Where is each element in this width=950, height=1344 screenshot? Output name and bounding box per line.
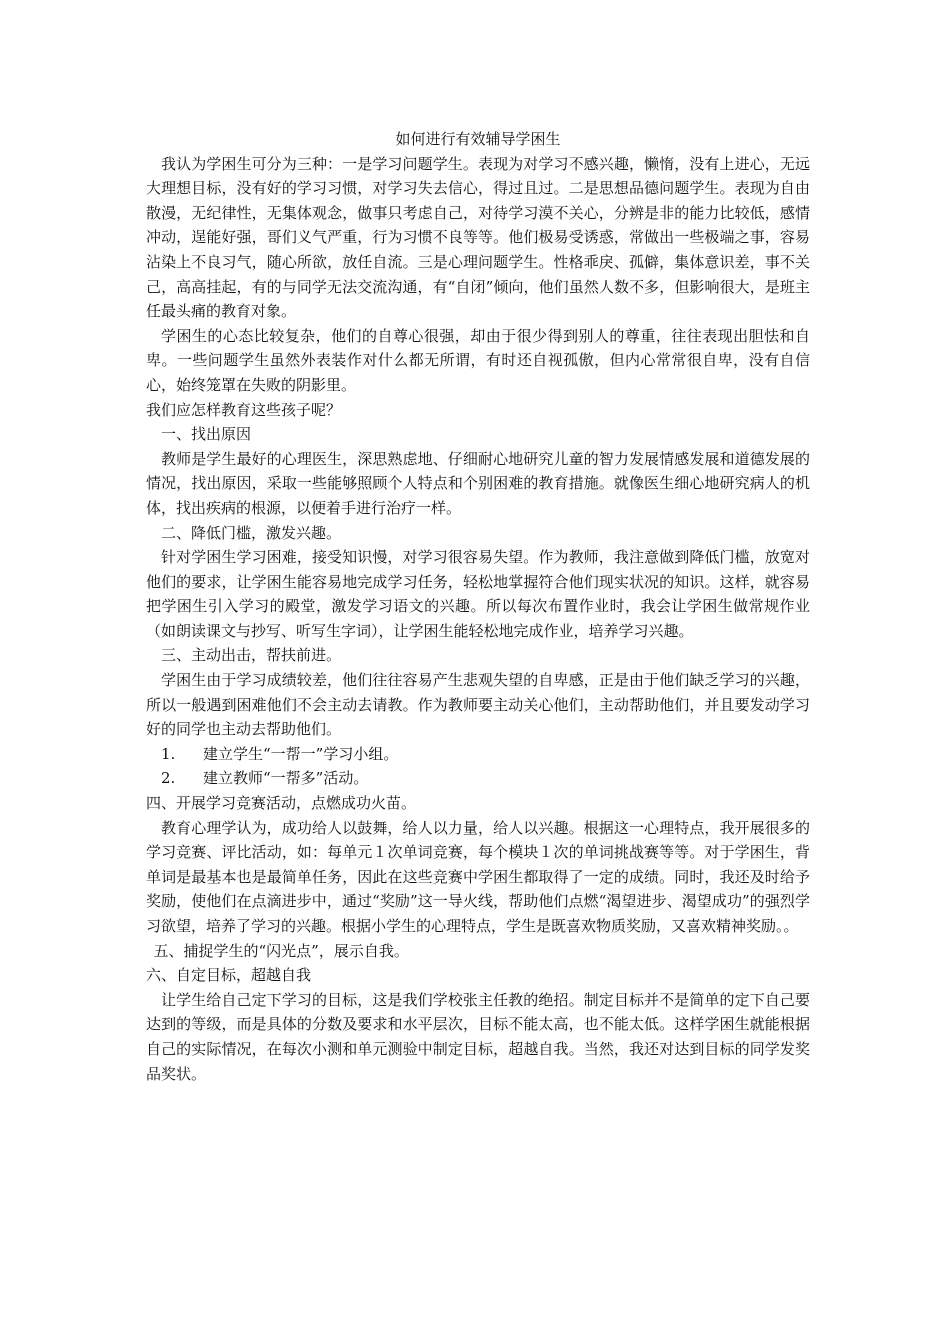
list-number: 2.: [161, 769, 176, 788]
paragraph-intro: 我认为学困生可分为三种：一是学习问题学生。表现为对学习不感兴趣，懒惰，没有上进心，无远大理想目标，没有好的学习习惯，对学习失去信心，得过且过。二是思想品德问题学生。表现为自由散漫，无纪律性，无集体观念，做事只考虑自己，对待学习漠不关心，分辨是非的能力比较低，感情冲动，逞能好强，哥们义气严重，行为习惯不良等等。他们极易受诱惑，常做出一些极端之事，容易沾染上不良习气，随心所欲，放任自流。三是心理问题学生。性格乖戾、孤僻，集体意识差，事不关己，高高挂起，有的与同学无法交流沟通，有“自闭”倾向，他们虽然人数不多，但影响很大，是班主任最头痛的教育对象。: [146, 154, 810, 321]
list-number: 1.: [161, 744, 176, 763]
heading-find-causes: 一、找出原因: [161, 425, 252, 444]
paragraph-find-causes: 教师是学生最好的心理医生，深思熟虑地、仔细耐心地研究儿童的智力发展情感发展和道德发展的情况，找出原因，采取一些能够照顾个人特点和个别困难的教育措施。就像医生细心地研究病人的机体，找出疾病的根源，以便着手进行治疗一样。: [146, 449, 810, 517]
list-text: 建立教师“一帮多”活动。: [203, 769, 369, 788]
paragraph-lower-threshold: 针对学困生学习困难，接受知识慢，对学习很容易失望。作为教师，我注意做到降低门槛，放宽对他们的要求，让学困生能容易地完成学习任务，轻松地掌握符合他们现实状况的知识。这样，就容易把学困生引入学习的殿堂，激发学习语文的兴趣。所以每次布置作业时，我会让学困生做常规作业（如朗读课文与抄写、听写生字词），让学困生能轻松地完成作业，培养学习兴趣。: [146, 548, 810, 640]
list-item: [146, 766, 810, 791]
paragraph-competitions: 教育心理学认为，成功给人以鼓舞，给人以力量，给人以兴趣。根据这一心理特点，我开展很多的学习竞赛、评比活动，如：每单元１次单词竞赛，每个模块１次的单词挑战赛等等。对于学困生，背单词是最基本也是最简单任务，因此在这些竞赛中学困生都取得了一定的成绩。同时，我还及时给予奖励，使他们在点滴进步中，通过“奖励”这一导火线，帮助他们点燃“渴望进步、渴望成功”的强烈学习欲望，培养了学习的兴趣。根据小学生的心理特点，学生是既喜欢物质奖励，又喜欢精神奖励。。: [146, 818, 810, 935]
list-text: 建立学生“一帮一”学习小组。: [203, 744, 399, 763]
heading-highlights: 五、捕捉学生的“闪光点”，展示自我。: [153, 941, 409, 960]
heading-take-initiative: 三、主动出击，帮扶前进。: [161, 646, 342, 665]
paragraph-take-initiative: 学困生由于学习成绩较差，他们往往容易产生悲观失望的自卑感，正是由于他们缺乏学习的兴趣，所以一般遇到困难他们不会主动去请教。作为教师要主动关心他们，主动帮助他们，并且要发动学习好的同学也主动去帮助他们。: [146, 671, 810, 739]
heading-lower-threshold: 二、降低门槛，激发兴趣。: [161, 523, 342, 542]
question-line: 我们应怎样教育这些孩子呢？: [146, 400, 342, 419]
paragraph-set-goals: 让学生给自己定下学习的目标，这是我们学校张主任教的绝招。制定目标并不是简单的定下自己要达到的等级，而是具体的分数及要求和水平层次，目标不能太高，也不能太低。这样学困生就能根据自己的实际情况，在每次小测和单元测验中制定目标，超越自我。当然，我还对达到目标的同学发奖品奖状。: [146, 990, 810, 1083]
list-item: [146, 742, 810, 767]
heading-competitions: 四、开展学习竞赛活动，点燃成功火苗。: [146, 794, 417, 813]
document-title: 如何进行有效辅导学困生: [395, 130, 561, 148]
paragraph-mentality: 学困生的心态比较复杂，他们的自尊心很强，却由于很少得到别人的尊重，往往表现出胆怯和自卑。一些问题学生虽然外表装作对什么都无所谓，有时还自视孤傲，但内心常常很自卑，没有自信心，始终笼罩在失败的阴影里。: [146, 326, 810, 394]
heading-set-goals: 六、自定目标，超越自我: [146, 966, 312, 985]
document-page: [146, 127, 810, 1086]
